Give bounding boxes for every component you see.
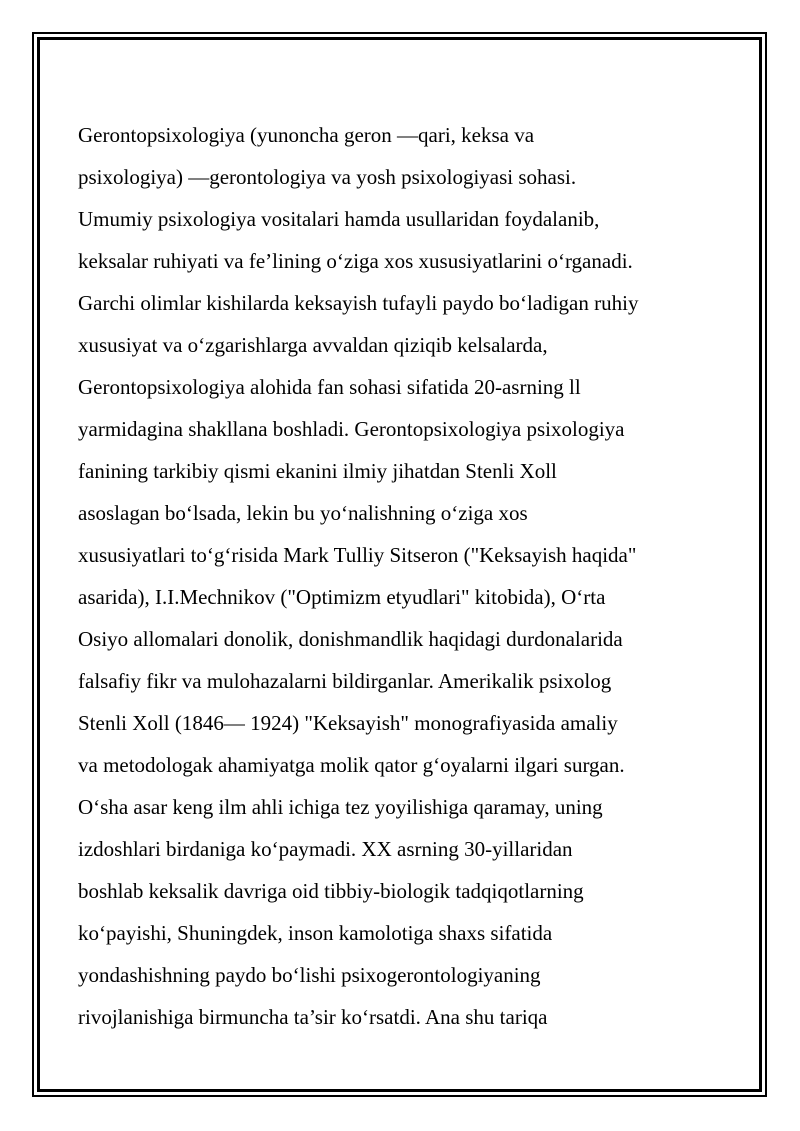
text-line: fanining tarkibiy qismi ekanini ilmiy jihatdan Stenli Xoll bbox=[78, 459, 557, 483]
text-line: keksalar ruhiyati va fe’lining o‘ziga xos xususiyatlarini o‘rganadi. bbox=[78, 249, 633, 273]
text-line: Gerontopsixologiya alohida fan sohasi sifatida 20-asrning ll bbox=[78, 375, 581, 399]
text-line: O‘sha asar keng ilm ahli ichiga tez yoyilishiga qaramay, uning bbox=[78, 795, 603, 819]
text-line: xususiyat va o‘zgarishlarga avvaldan qiziqib kelsalarda, bbox=[78, 333, 548, 357]
text-line: rivojlanishiga birmuncha ta’sir ko‘rsatdi. Ana shu tariqa bbox=[78, 1005, 548, 1029]
text-line: yarmidagina shakllana boshladi. Gerontopsixologiya psixologiya bbox=[78, 417, 625, 441]
text-line: Gerontopsixologiya (yunoncha geron —qari, keksa va bbox=[78, 123, 535, 147]
text-line: asarida), I.I.Mechnikov ("Optimizm etyudlari" kitobida), O‘rta bbox=[78, 585, 606, 609]
text-line: falsafiy fikr va mulohazalarni bildirganlar. Amerikalik psixolog bbox=[78, 669, 612, 693]
text-line: psixologiya) —gerontologiya va yosh psixologiyasi sohasi. bbox=[78, 165, 577, 189]
text-line: izdoshlari birdaniga ko‘paymadi. XX asrning 30-yillaridan bbox=[78, 837, 573, 861]
text-line: va metodologak ahamiyatga molik qator g‘oyalarni ilgari surgan. bbox=[78, 753, 625, 777]
text-line: asoslagan bo‘lsada, lekin bu yo‘nalishning o‘ziga xos bbox=[78, 501, 528, 525]
text-line: Osiyo allomalari donolik, donishmandlik haqidagi durdonalarida bbox=[78, 627, 623, 651]
text-line: xususiyatlari to‘g‘risida Mark Tulliy Sitseron ("Keksayish haqida" bbox=[78, 543, 637, 567]
text-line: Garchi olimlar kishilarda keksayish tufayli paydo bo‘ladigan ruhiy bbox=[78, 291, 639, 315]
body-text bbox=[78, 114, 738, 1038]
text-line: yondashishning paydo bo‘lishi psixogerontologiyaning bbox=[78, 963, 541, 987]
text-line: Umumiy psixologiya vositalari hamda usullaridan foydalanib, bbox=[78, 207, 600, 231]
text-line: Stenli Xoll (1846— 1924) "Keksayish" monografiyasida amaliy bbox=[78, 711, 618, 735]
text-line: boshlab keksalik davriga oid tibbiy-biologik tadqiqotlarning bbox=[78, 879, 584, 903]
text-line: ko‘payishi, Shuningdek, inson kamolotiga shaxs sifatida bbox=[78, 921, 553, 945]
